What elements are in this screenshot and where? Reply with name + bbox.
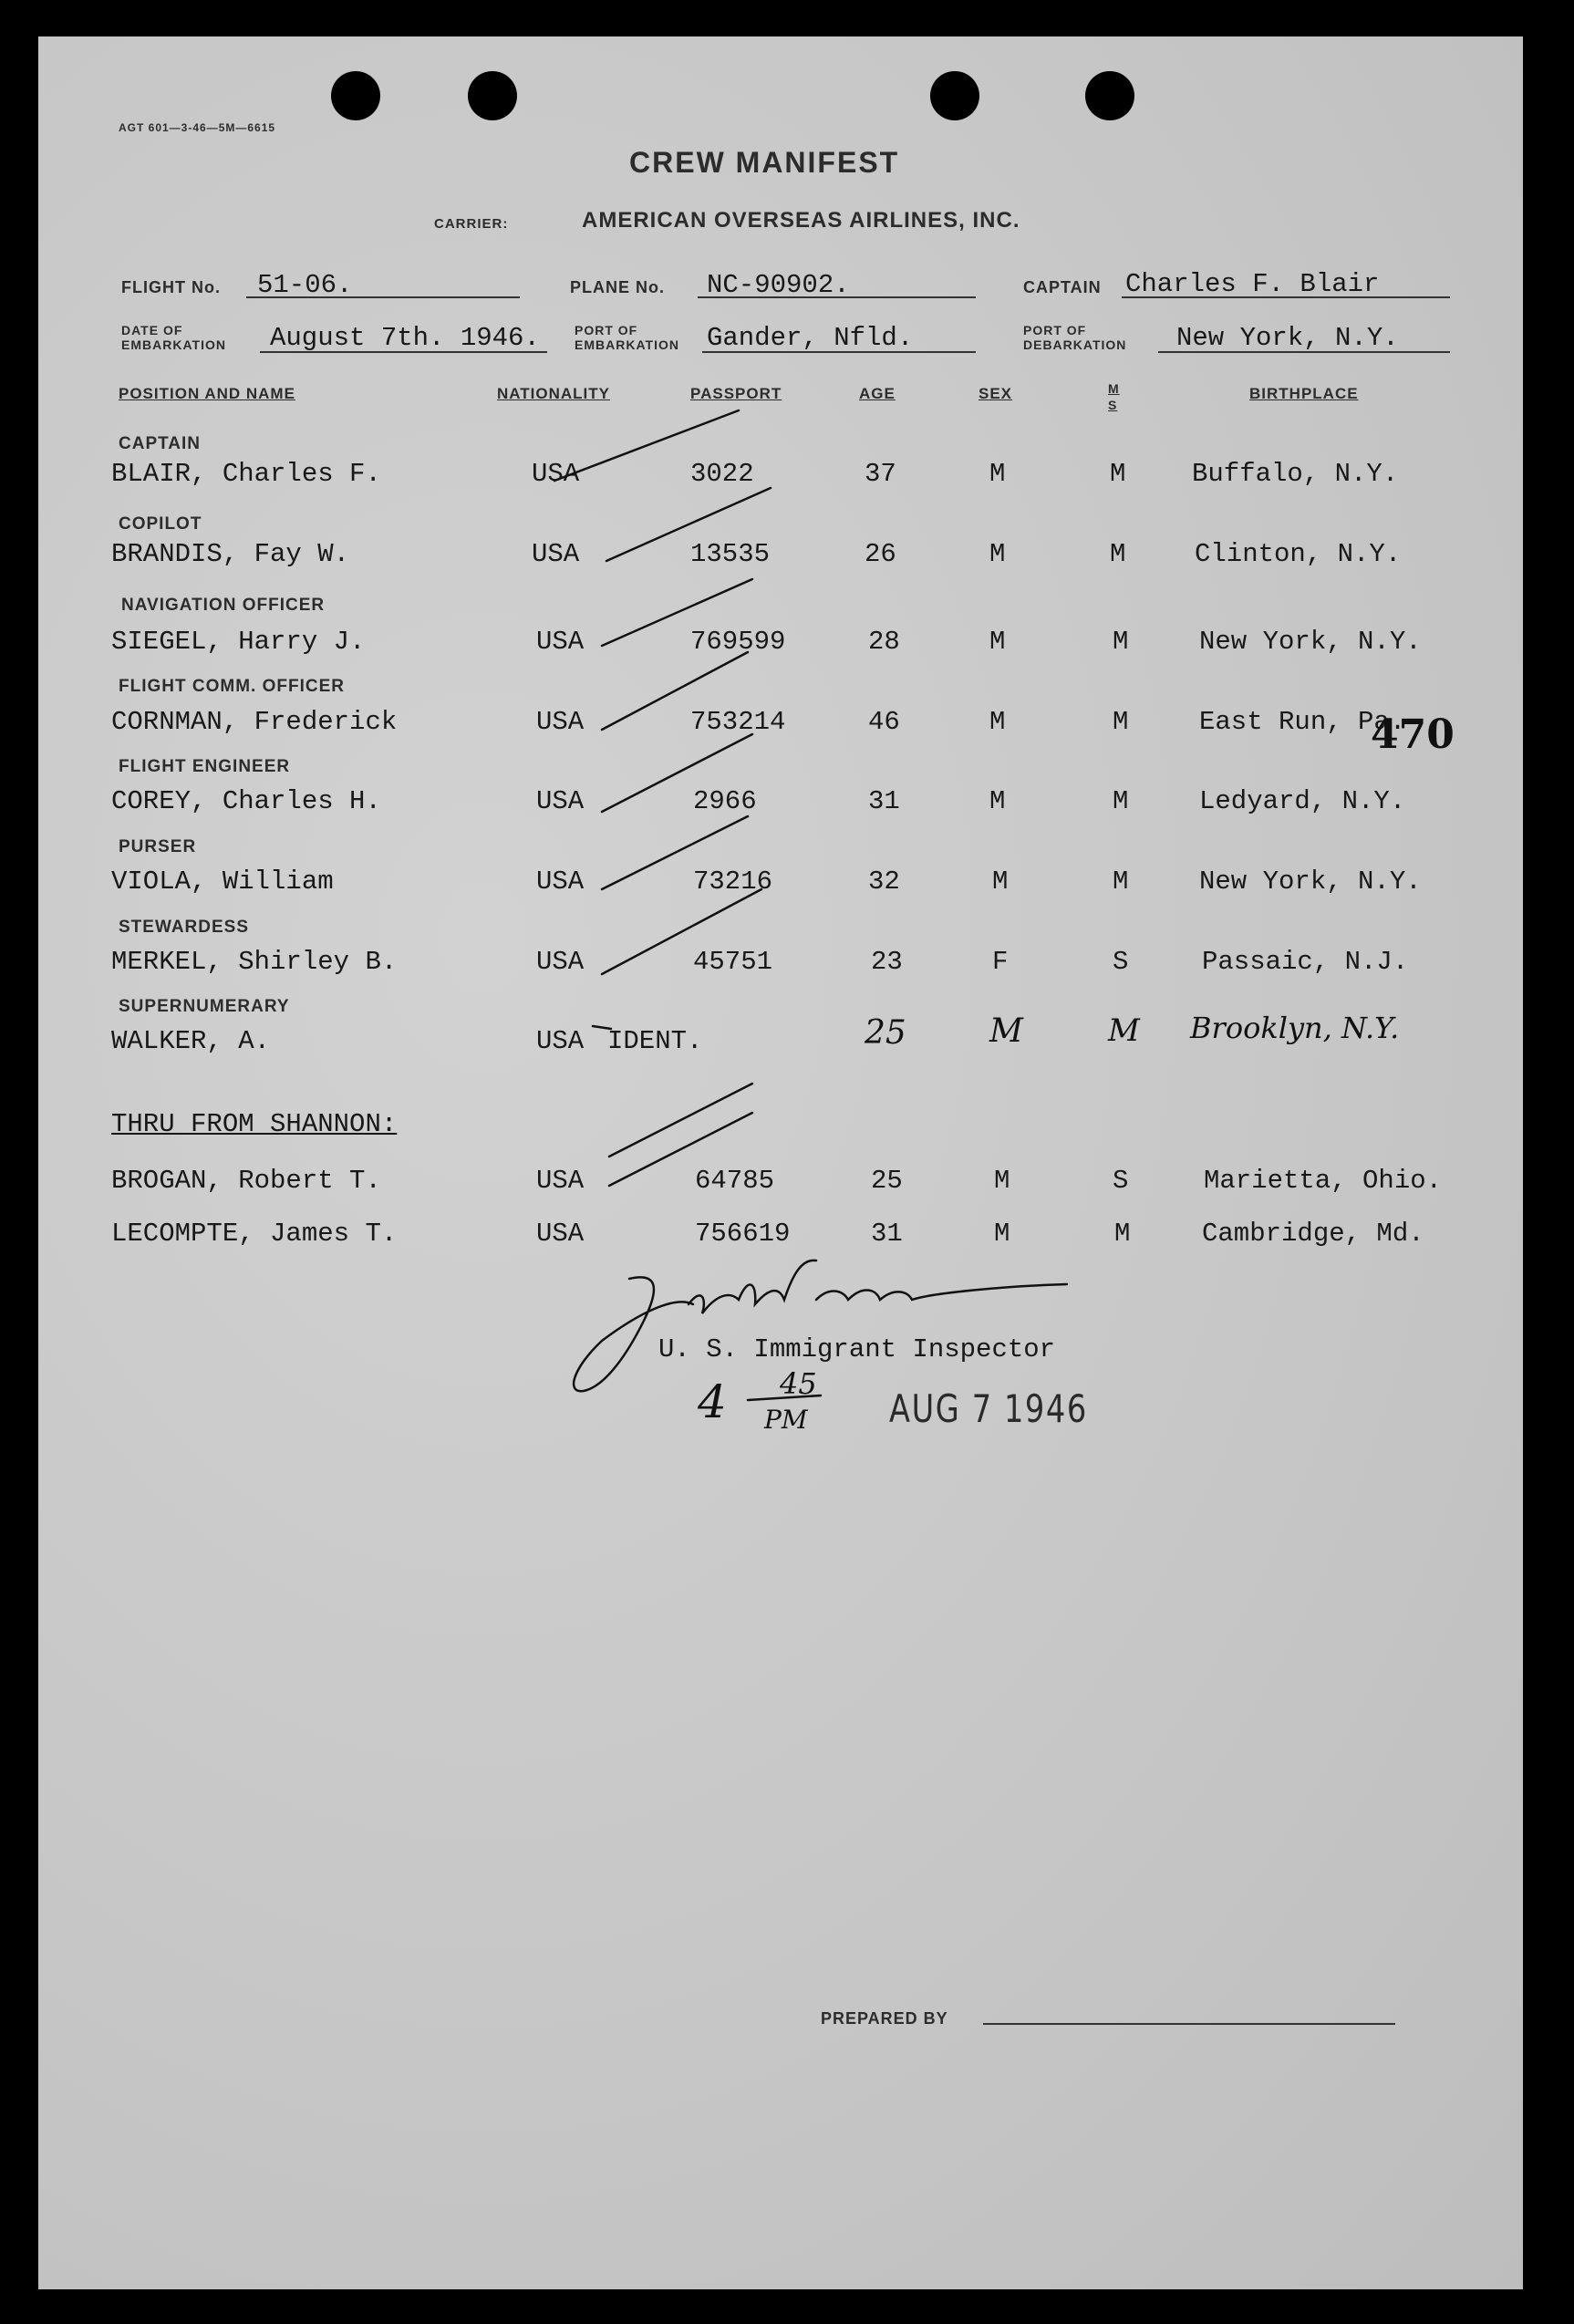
crew-nationality: USA [536,627,585,657]
crew-passport: 13535 [690,539,771,569]
crew-age: 26 [865,539,896,569]
carrier-value: AMERICAN OVERSEAS AIRLINES, INC. [582,208,1020,233]
thru-heading: THRU FROM SHANNON: [111,1109,398,1139]
col-ms-s: S [1108,398,1118,412]
row-position: STEWARDESS [119,918,250,937]
crew-nationality: USA [536,707,585,737]
crew-sex: M [989,1012,1023,1050]
crew-birthplace: Clinton, N.Y. [1195,539,1402,569]
crew-name: SIEGEL, Harry J. [111,627,366,657]
flight-value: 51-06. [257,270,353,300]
crew-age: 32 [868,866,900,897]
thru-name: LECOMPTE, James T. [111,1219,398,1249]
crew-marital: M [1110,459,1126,489]
crew-nationality: USA [532,459,580,489]
crew-passport: 769599 [690,627,786,657]
crew-marital: S [1113,947,1129,977]
plane-label: PLANE No. [570,278,666,296]
row-position: CAPTAIN [119,434,202,453]
crew-passport: 73216 [693,866,773,897]
thru-sex: M [994,1219,1010,1249]
date-label-2: EMBARKATION [121,337,226,352]
crew-name: MERKEL, Shirley B. [111,947,398,977]
col-sex: SEX [979,385,1013,402]
row-position: PURSER [119,837,197,856]
page-number: 470 [1371,711,1455,758]
check-stroke [593,1026,611,1029]
crew-sex: M [989,707,1006,737]
col-nationality: NATIONALITY [497,385,611,402]
crew-passport: 2966 [693,786,757,816]
crew-birthplace: Passaic, N.J. [1202,947,1409,977]
row-position: FLIGHT ENGINEER [119,757,291,776]
crew-marital: M [1110,539,1126,569]
crew-birthplace: Brooklyn, N.Y. [1190,1011,1400,1045]
crew-nationality: USA [536,866,585,897]
embarkation-date-value: August 7th. 1946. [270,323,540,353]
port-emb-label-1: PORT OF [575,323,638,337]
thru-nationality: USA [536,1166,585,1196]
thru-marital: S [1113,1166,1129,1196]
crew-sex: M [992,866,1009,897]
prepared-by-label: PREPARED BY [821,2009,948,2028]
crew-age: 23 [871,947,903,977]
inspector-title: U. S. Immigrant Inspector [658,1334,1056,1364]
crew-birthplace: Ledyard, N.Y. [1199,786,1406,816]
document-title: CREW MANIFEST [629,146,900,179]
debarkation-port-value: New York, N.Y. [1176,323,1399,353]
flight-label: FLIGHT No. [121,278,221,296]
crew-name: CORNMAN, Frederick [111,707,398,737]
crew-passport: 45751 [693,947,773,977]
crew-name: BLAIR, Charles F. [111,459,381,489]
time-fraction-line [748,1395,821,1400]
crew-nationality: USA [536,1026,585,1056]
port-deb-label-1: PORT OF [1023,323,1087,337]
crew-birthplace: East Run, Pa. [1199,707,1406,737]
thru-name: BROGAN, Robert T. [111,1166,381,1196]
crew-age: 25 [865,1014,906,1052]
row-position: COPILOT [119,514,202,534]
date-stamp: AUG 7 1946 [889,1386,1088,1431]
thru-birthplace: Marietta, Ohio. [1204,1166,1443,1196]
check-stroke [609,1113,752,1186]
signature [574,1261,1067,1391]
crew-sex: M [989,786,1006,816]
col-position-name: POSITION AND NAME [119,385,295,402]
embarkation-port-value: Gander, Nfld. [707,323,914,353]
time-hour: 4 [698,1375,727,1428]
crew-age: 31 [868,786,900,816]
crew-sex: M [989,459,1006,489]
thru-age: 31 [871,1219,903,1249]
crew-nationality: USA [532,539,580,569]
thru-passport: 64785 [695,1166,775,1196]
crew-name: COREY, Charles H. [111,786,381,816]
col-age: AGE [859,385,896,402]
crew-nationality: USA [536,947,585,977]
row-position: FLIGHT COMM. OFFICER [119,677,345,696]
check-stroke [602,816,748,889]
port-deb-label-2: DEBARKATION [1023,337,1127,352]
thru-sex: M [994,1166,1010,1196]
thru-nationality: USA [536,1219,585,1249]
port-emb-label-2: EMBARKATION [575,337,679,352]
crew-birthplace: New York, N.Y. [1199,866,1422,897]
col-passport: PASSPORT [690,385,782,402]
row-position: SUPERNUMERARY [119,997,290,1016]
crew-sex: M [989,539,1006,569]
crew-nationality: USA [536,786,585,816]
crew-marital: M [1113,866,1129,897]
thru-birthplace: Cambridge, Md. [1202,1219,1424,1249]
check-stroke [602,652,748,730]
crew-passport: 753214 [690,707,786,737]
captain-label: CAPTAIN [1023,278,1102,296]
crew-age: 46 [868,707,900,737]
crew-sex: M [989,627,1006,657]
crew-birthplace: Buffalo, N.Y. [1192,459,1399,489]
thru-passport: 756619 [695,1219,791,1249]
date-label-1: DATE OF [121,323,183,337]
time-minutes: 45 [780,1366,817,1401]
plane-value: NC-90902. [707,270,850,300]
check-stroke [602,579,752,646]
crew-marital: M [1108,1012,1140,1049]
check-stroke [554,410,739,481]
form-number: AGT 601—3-46—5M—6615 [119,121,276,134]
crew-marital: M [1113,627,1129,657]
check-stroke [609,1084,752,1157]
crew-name: VIOLA, William [111,866,334,897]
crew-age: 37 [865,459,896,489]
check-stroke [606,488,771,561]
crew-name: WALKER, A. [111,1026,271,1056]
thru-marital: M [1114,1219,1131,1249]
crew-sex: F [992,947,1009,977]
crew-marital: M [1113,786,1129,816]
time-ampm: PM [764,1405,808,1435]
crew-birthplace: New York, N.Y. [1199,627,1422,657]
check-stroke [602,889,761,974]
crew-name: BRANDIS, Fay W. [111,539,350,569]
row-position: NAVIGATION OFFICER [121,596,326,615]
crew-passport: 3022 [690,459,754,489]
crew-passport: IDENT. [607,1026,703,1056]
captain-value: Charles F. Blair [1125,269,1380,299]
crew-marital: M [1113,707,1129,737]
check-stroke [602,734,752,812]
carrier-label: CARRIER: [434,216,509,232]
col-ms-m: M [1108,381,1120,396]
thru-age: 25 [871,1166,903,1196]
col-birthplace: BIRTHPLACE [1249,385,1359,402]
crew-age: 28 [868,627,900,657]
